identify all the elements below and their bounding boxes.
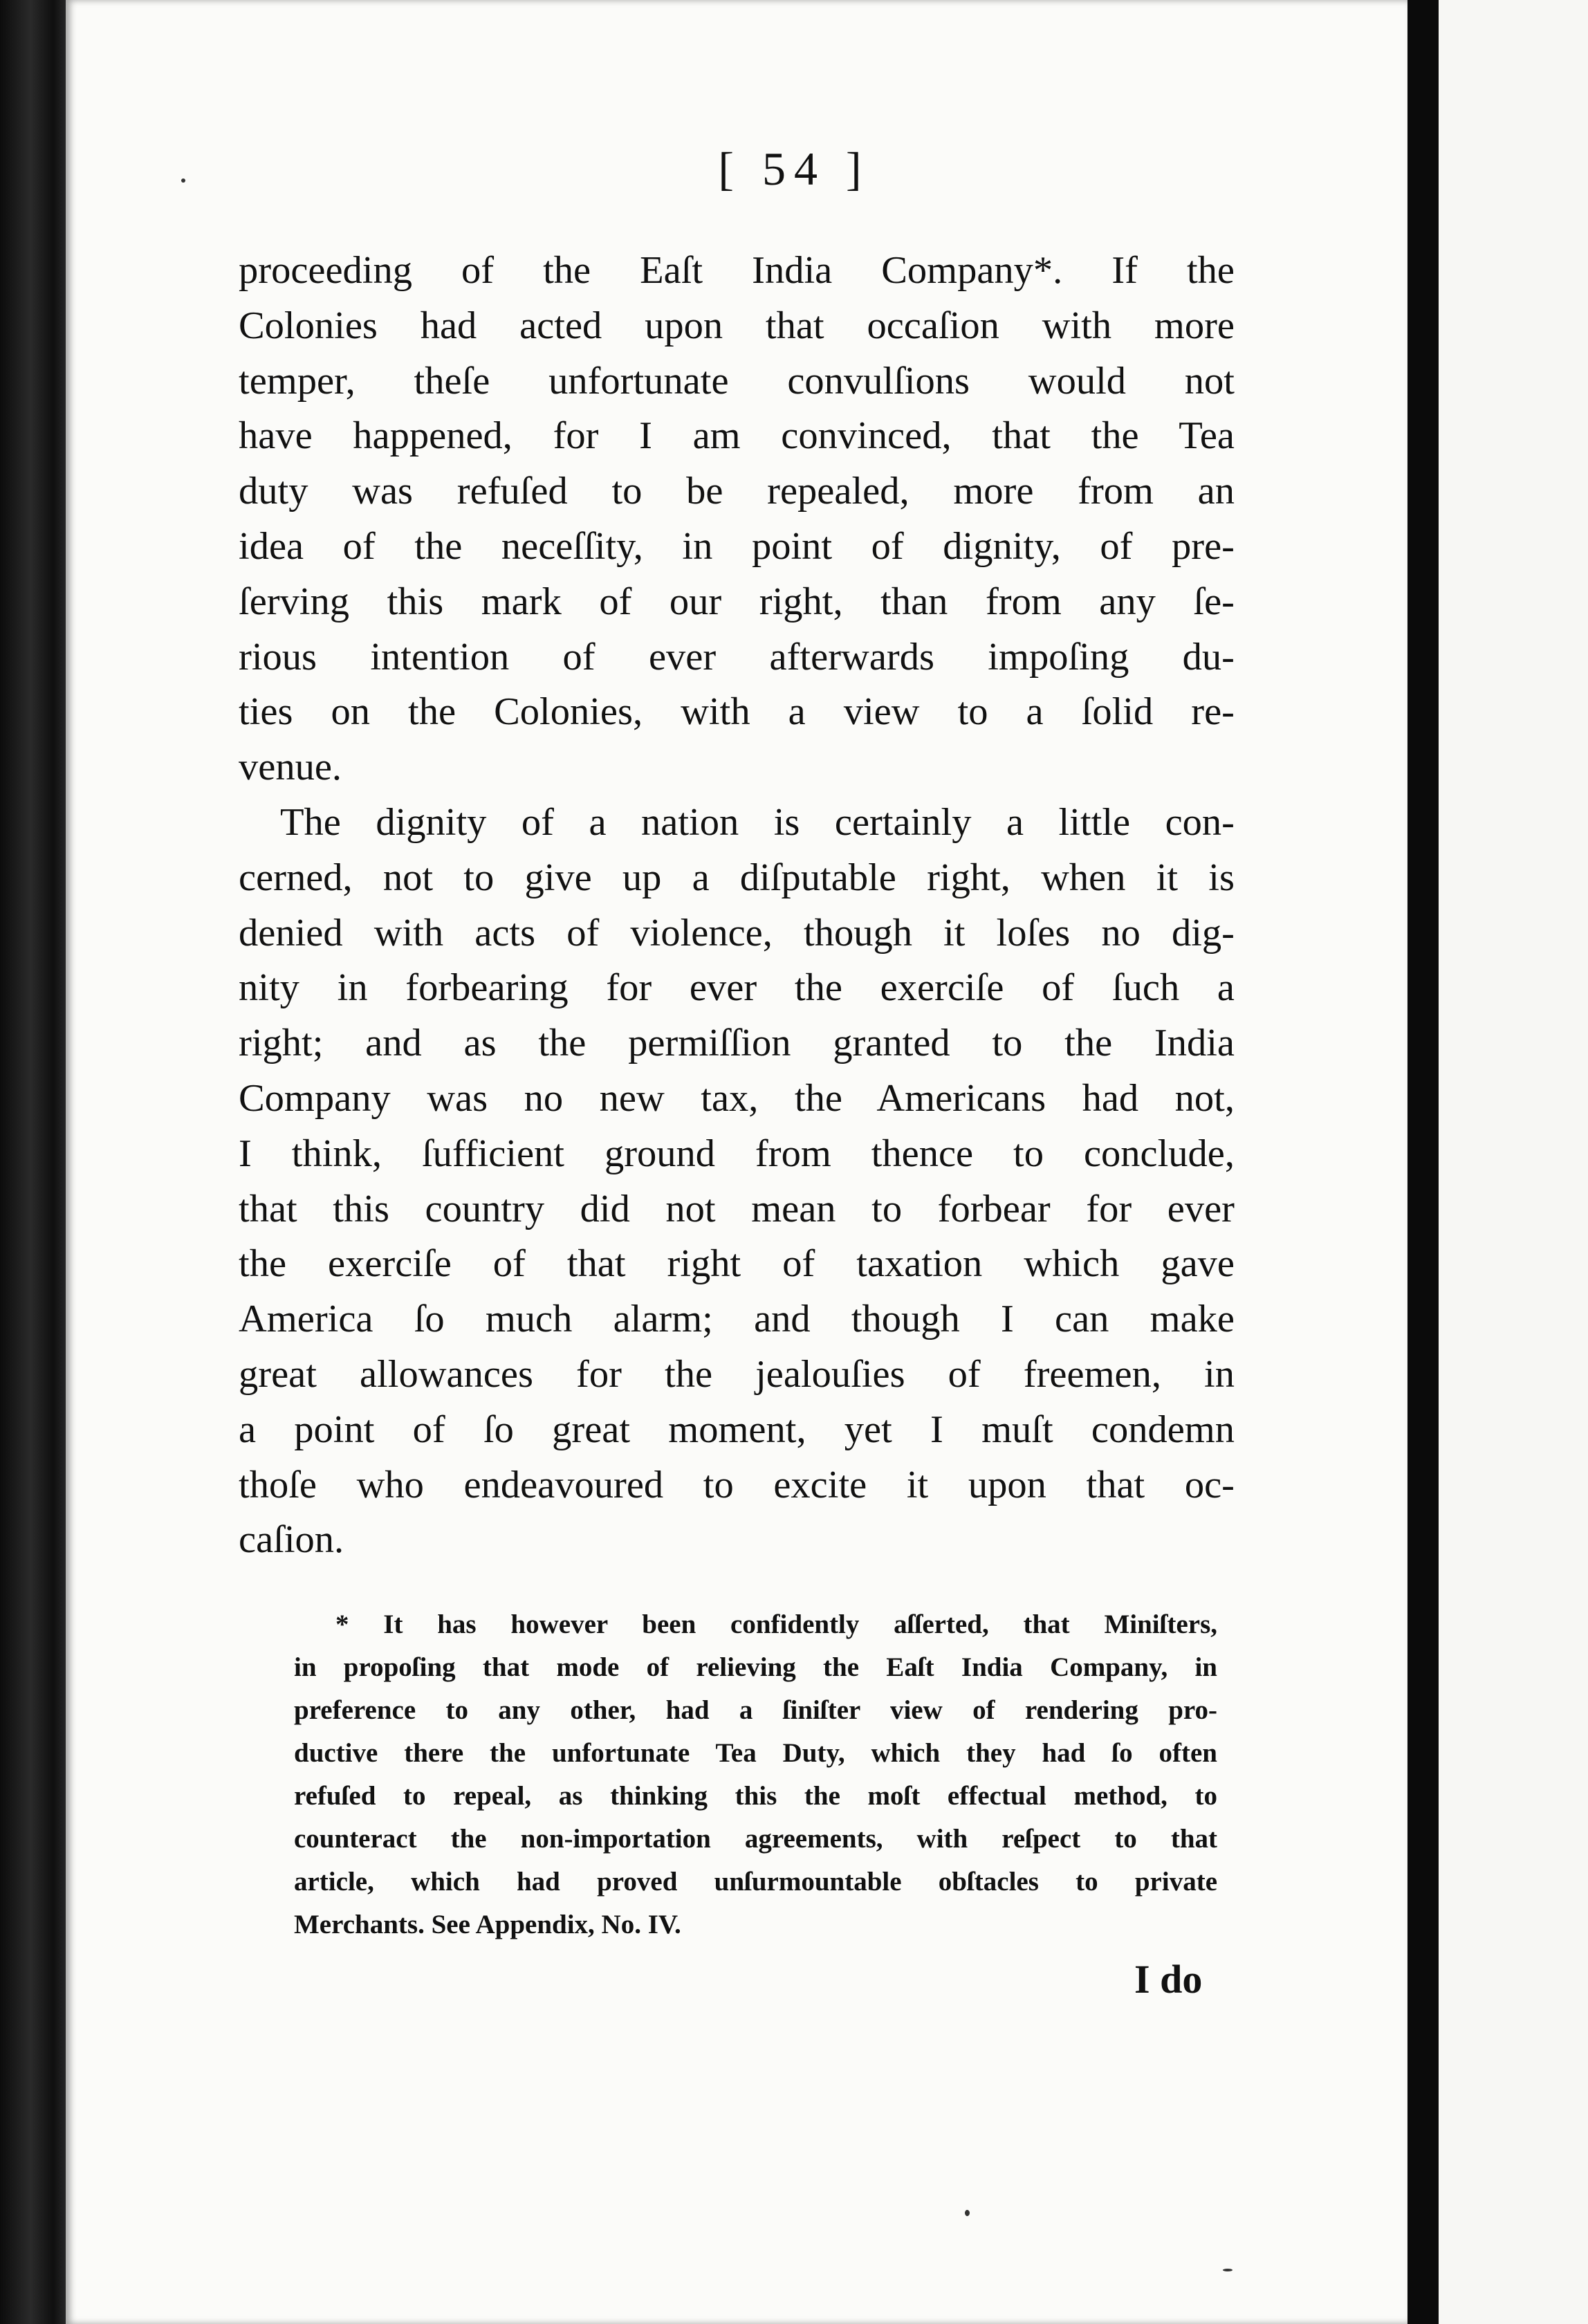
text-line: right; and as the permiſſion granted to the India: [239, 1022, 1235, 1065]
text-line: denied with acts of violence, though it loſes no dig-: [239, 911, 1235, 954]
text-line: ſerving this mark of our right, than from any ſe-: [239, 580, 1235, 623]
text-line: The dignity of a nation is certainly a little con-: [280, 800, 1235, 844]
facing-page-edge: [1439, 0, 1588, 2324]
footnote-line: Merchants. See Appendix, No. IV.: [294, 1910, 681, 1939]
text-line: nity in forbearing for ever the exerciſe of ſuch a: [239, 966, 1235, 1010]
page-number-header: [ 54 ]: [718, 142, 870, 195]
footnote-line: in propoſing that mode of relieving the Eaſt India Company, in: [294, 1652, 1217, 1682]
scan-speck: [1223, 2269, 1232, 2271]
paragraph-2: [239, 795, 1235, 1568]
scan-speck: [965, 2210, 970, 2216]
footnote-line: counteract the non-importation agreements, with reſpect to that: [294, 1824, 1217, 1854]
footnote-line: * It has however been confidently aſſerted, that Miniſters,: [335, 1610, 1217, 1639]
book-binding-edge: [0, 0, 76, 2324]
text-line: idea of the neceſſity, in point of dignity, of pre-: [239, 524, 1235, 568]
text-line: caſion.: [239, 1518, 344, 1562]
text-line: rious intention of ever afterwards impoſing du-: [239, 635, 1235, 679]
text-line: cerned, not to give up a diſputable right, when it is: [239, 856, 1235, 899]
text-line: I think, ſufficient ground from thence to conclude,: [239, 1132, 1235, 1175]
text-line: have happened, for I am convinced, that the Tea: [239, 414, 1235, 458]
text-line: a point of ſo great moment, yet I muſt condemn: [239, 1408, 1235, 1451]
text-line: venue.: [239, 746, 342, 789]
footnote: [294, 1603, 1217, 1946]
text-line: temper, theſe unfortunate convulſions would not: [239, 359, 1235, 403]
text-line: great allowances for the jealouſies of freemen, in: [239, 1352, 1235, 1396]
text-line: Company was no new tax, the Americans had not,: [239, 1076, 1235, 1120]
text-line: Colonies had acted upon that occaſion with more: [239, 304, 1235, 347]
text-line: America ſo much alarm; and though I can make: [239, 1298, 1235, 1341]
paragraph-1: [239, 243, 1235, 795]
text-line: proceeding of the Eaſt India Company*. If the: [239, 249, 1235, 292]
page-gutter: [1407, 0, 1439, 2324]
catchword: I do: [1134, 1957, 1203, 2002]
footnote-line: article, which had proved unſurmountable obſtacles to private: [294, 1867, 1217, 1897]
scan-speck: [181, 178, 185, 183]
footnote-line: preference to any other, had a ſiniſter view of rendering pro-: [294, 1695, 1217, 1725]
footnote-line: ductive there the unfortunate Tea Duty, which they had ſo often: [294, 1738, 1217, 1768]
text-line: the exerciſe of that right of taxation which gave: [239, 1242, 1235, 1286]
text-line: duty was refuſed to be repealed, more from an: [239, 470, 1235, 513]
footnote-line: refuſed to repeal, as thinking this the moſt effectual method, to: [294, 1781, 1217, 1811]
text-line: ties on the Colonies, with a view to a ſolid re-: [239, 690, 1235, 734]
text-line: that this country did not mean to forbear for ever: [239, 1187, 1235, 1230]
text-line: thoſe who endeavoured to excite it upon that oc-: [239, 1463, 1235, 1506]
main-text: [239, 243, 1235, 1568]
